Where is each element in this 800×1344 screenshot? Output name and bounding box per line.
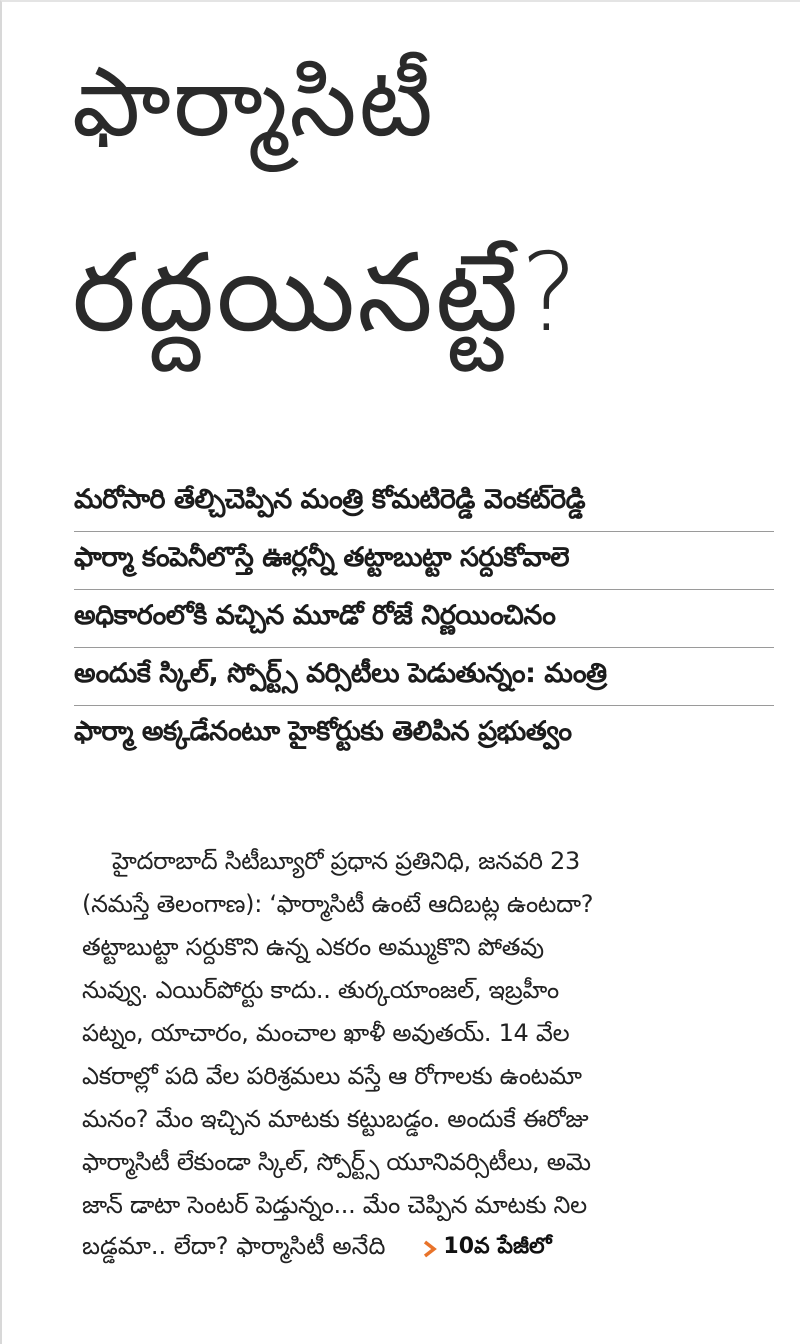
article-body: [82, 840, 774, 1270]
continued-label: 10వ పేజీలో: [443, 1233, 552, 1259]
deck-line: అందుకే స్కిల్, స్పోర్ట్స్ వర్సిటీలు పెడుతున్నం: మంత్రి: [74, 648, 774, 706]
body-line: తట్టాబుట్టా సర్దుకొని ఉన్న ఎకరం అమ్ముకొని పోతవు: [82, 933, 544, 961]
chevron-right-icon: [423, 1240, 437, 1258]
body-line: పట్నం, యాచారం, మంచాల ఖాళీ అవుతయ్. 14 వేల: [82, 1019, 570, 1047]
body-line: బడ్డమా.. లేదా? ఫార్మాసిటీ అనేది: [82, 1231, 386, 1260]
body-line: మనం? మేం ఇచ్చిన మాటకు కట్టుబడ్డం. అందుకే ఈరోజు: [82, 1105, 589, 1133]
deck-line: మరోసారి తేల్చిచెప్పిన మంత్రి కోమటిరెడ్డి వెంకట్‌రెడ్డి: [74, 474, 774, 532]
body-line: హైదరాబాద్ సిటీబ్యూరో ప్రధాన ప్రతినిధి, జనవరి 23: [112, 847, 580, 875]
body-last-line: [82, 1227, 774, 1270]
body-line: నువ్వు. ఎయిర్‌పోర్టు కాదు.. తుర్కయాంజల్, ఇబ్రహీం: [82, 976, 559, 1004]
continued-on-page: [423, 1234, 551, 1264]
deck-line: ఫార్మా అక్కడేనంటూ హైకోర్టుకు తెలిపిన ప్రభుత్వం: [74, 716, 572, 747]
headline-line-2: రద్దయినట్టే?: [72, 231, 580, 356]
body-line: జాన్ డాటా సెంటర్ పెడ్తున్నం... మేం చెప్పిన మాటకు నిల: [82, 1191, 587, 1219]
body-line: (నమస్తే తెలంగాణ): ‘ఫార్మాసిటీ ఉంటే ఆదిబట్ల ఉంటదా?: [82, 890, 594, 918]
deck-line: ఫార్మా కంపెనీలొస్తే ఊర్లన్నీ తట్టాబుట్టా సర్దుకోవాలె: [74, 532, 774, 590]
body-line: ఫార్మాసిటీ లేకుండా స్కిల్, స్పోర్ట్స్ యూనివర్సిటీలు, అమె: [82, 1148, 591, 1176]
deck-line: అధికారంలోకి వచ్చిన మూడో రోజే నిర్ణయించినం: [74, 590, 774, 648]
headline-line-1: ఫార్మాసిటీ: [72, 46, 435, 158]
body-line: ఎకరాల్లో పది వేల పరిశ్రమలు వస్తే ఆ రోగాలకు ఉంటమా: [82, 1062, 582, 1090]
subheadline-decks: [74, 474, 774, 764]
